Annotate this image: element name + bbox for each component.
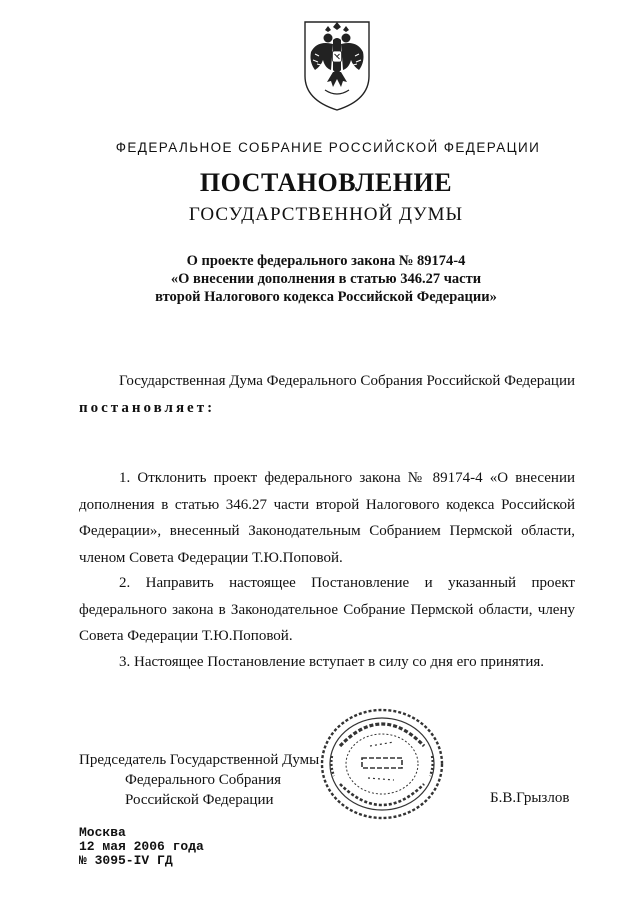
document-type-title: ПОСТАНОВЛЕНИЕ <box>199 168 453 197</box>
footer-city: Москва <box>79 825 126 840</box>
preamble-emphasis: постановляет: <box>79 399 216 416</box>
item-paragraph-3: 3. Настоящее Постановление вступает в силу со дня его принятия. <box>119 654 545 670</box>
document-footer <box>79 826 204 868</box>
document-subject <box>0 252 640 306</box>
subject-line: второй Налогового кодекса Российской Федерации» <box>155 289 497 305</box>
round-stamp-icon <box>318 706 446 822</box>
footer-number: № 3095-IV ГД <box>79 853 173 868</box>
coat-of-arms-icon <box>297 18 377 114</box>
signer-name: Б.В.Грызлов <box>490 790 570 806</box>
subject-line: О проекте федерального закона № 89174-4 <box>186 253 466 269</box>
document-subtitle: ГОСУДАРСТВЕННОЙ ДУМЫ <box>188 204 464 225</box>
footer-date: 12 мая 2006 года <box>79 839 204 854</box>
signer-title-line: Председатель Государственной Думы <box>79 752 320 768</box>
preamble-text: Государственная Дума Федерального Собрания Российской Федерации <box>119 373 575 389</box>
item-paragraph-2: 2. Направить настоящее Постановление и указанный проект федерального закона в Законодательное Собрание Пермской области, члену Совета Федерации Т.Ю.Поповой. <box>79 575 575 644</box>
organization-name: ФЕДЕРАЛЬНОЕ СОБРАНИЕ РОССИЙСКОЙ ФЕДЕРАЦИИ <box>115 140 541 155</box>
signer-title-line: Федерального Собрания <box>125 772 282 788</box>
preamble-paragraph <box>79 368 575 421</box>
signer-title-line: Российской Федерации <box>125 792 274 808</box>
subject-line: «О внесении дополнения в статью 346.27 части <box>170 271 482 287</box>
item-paragraph-1: 1. Отклонить проект федерального закона № 89174-4 «О внесении дополнения в статью 346.27 части второй Налогового кодекса Российской Федерации», внесенный Законодательным Собранием Пермской области, членом Совета Федерации Т.Ю.Поповой. <box>79 470 575 566</box>
